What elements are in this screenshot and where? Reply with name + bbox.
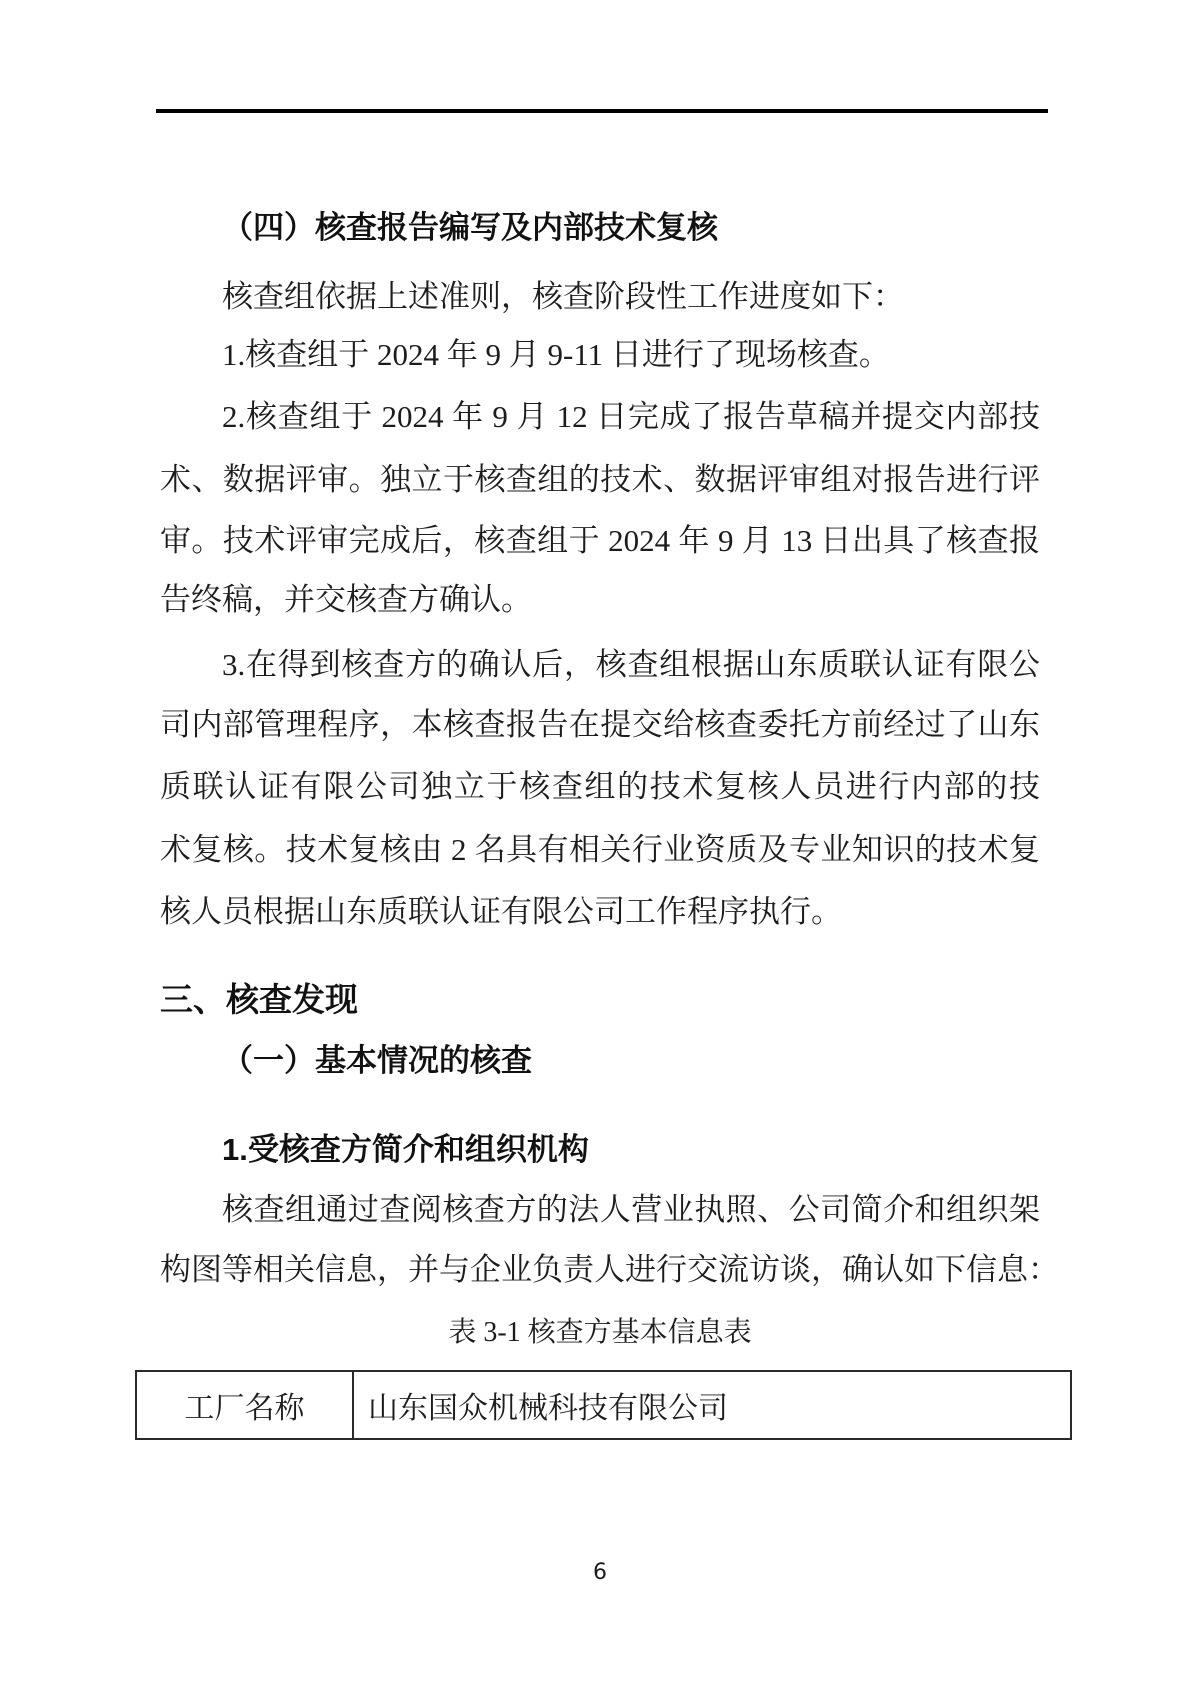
header-rule bbox=[156, 109, 1048, 113]
heading-section-4: （四）核查报告编写及内部技术复核 bbox=[222, 210, 718, 245]
body-line: 核查组依据上述准则，核查阶段性工作进度如下： bbox=[222, 279, 904, 314]
body-line: 2.核查组于 2024 年 9 月 12 日完成了报告草稿并提交内部技 bbox=[222, 399, 1040, 434]
table-caption: 表 3-1 核查方基本信息表 bbox=[448, 1317, 752, 1348]
body-line: 质联认证有限公司独立于核查组的技术复核人员进行内部的技 bbox=[160, 769, 1040, 804]
body-line: 司内部管理程序，本核查报告在提交给核查委托方前经过了山东 bbox=[160, 707, 1040, 742]
table-cell-factory-name-label: 工厂名称 bbox=[137, 1372, 354, 1438]
body-line: 核人员根据山东质联认证有限公司工作程序执行。 bbox=[160, 894, 842, 929]
body-line: 核查组通过查阅核查方的法人营业执照、公司简介和组织架 bbox=[222, 1192, 1040, 1227]
page-number: 6 bbox=[593, 1560, 607, 1585]
heading-sub-1: 1.受核查方简介和组织机构 bbox=[222, 1132, 589, 1167]
verified-party-info-table bbox=[135, 1370, 1072, 1440]
body-line: 1.核查组于 2024 年 9 月 9-11 日进行了现场核查。 bbox=[222, 337, 890, 372]
body-line: 审。技术评审完成后，核查组于 2024 年 9 月 13 日出具了核查报 bbox=[160, 523, 1040, 558]
body-line: 3.在得到核查方的确认后，核查组根据山东质联认证有限公 bbox=[222, 647, 1040, 682]
heading-section-1: （一）基本情况的核查 bbox=[222, 1043, 532, 1078]
heading-chapter-3: 三、核查发现 bbox=[160, 981, 358, 1018]
body-line: 构图等相关信息，并与企业负责人进行交流访谈，确认如下信息： bbox=[160, 1252, 1059, 1287]
body-line: 术复核。技术复核由 2 名具有相关行业资质及专业知识的技术复 bbox=[160, 832, 1040, 867]
table-cell-factory-name-value: 山东国众机械科技有限公司 bbox=[368, 1392, 728, 1425]
body-line: 术、数据评审。独立于核查组的技术、数据评审组对报告进行评 bbox=[160, 462, 1040, 497]
body-line: 告终稿，并交核查方确认。 bbox=[160, 582, 532, 617]
